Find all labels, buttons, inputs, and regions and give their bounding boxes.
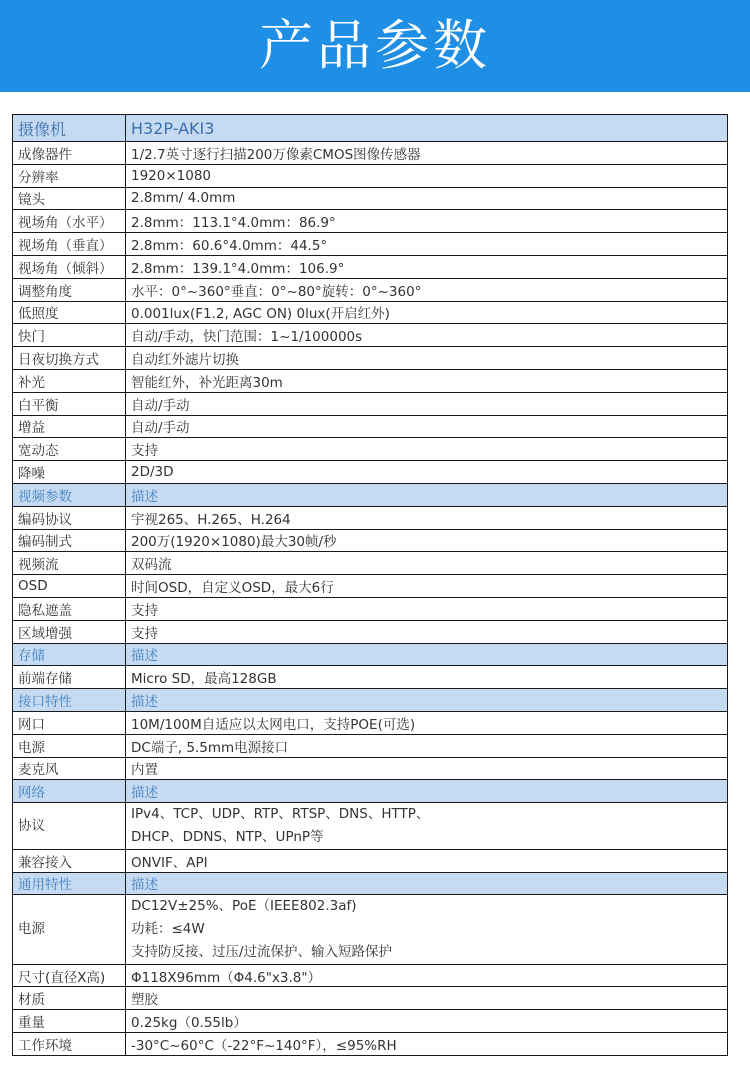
row-label: 白平衡: [13, 392, 126, 415]
section-header-general: [13, 872, 728, 895]
row-label: 宽动态: [13, 438, 126, 461]
spec-row: [13, 347, 728, 370]
row-label: 成像器件: [13, 142, 126, 165]
spec-row: [13, 415, 728, 438]
row-value: -30°C~60°C（-22°F~140°F），≤95%RH: [126, 1033, 728, 1056]
section-header-video: [13, 483, 728, 506]
spec-row: [13, 324, 728, 347]
row-value-line: IPv4、TCP、UDP、RTP、RTSP、DNS、HTTP、: [131, 806, 430, 823]
row-label: 前端存储: [13, 666, 126, 689]
section-header-network: [13, 780, 728, 803]
table-header-row: [13, 115, 728, 142]
row-label: 兼容接入: [13, 849, 126, 872]
header-label: 摄像机: [13, 115, 126, 142]
spec-row: [13, 369, 728, 392]
row-value-line: DHCP、DDNS、NTP、UPnP等: [131, 828, 324, 845]
page-title: 产品参数: [259, 14, 491, 77]
spec-row: [13, 552, 728, 575]
row-value-line: DC12V±25%、PoE（IEEE802.3af): [131, 898, 357, 915]
row-value: 自动红外滤片切换: [126, 347, 728, 370]
row-label: 视场角（垂直）: [13, 233, 126, 256]
row-value: 水平：0°~360°垂直：0°~80°旋转：0°~360°: [126, 278, 728, 301]
row-value: Φ118X96mm（Φ4.6"x3.8"）: [126, 964, 728, 987]
row-value: 内置: [126, 757, 728, 780]
row-value: ONVIF、API: [126, 849, 728, 872]
spec-row: [13, 438, 728, 461]
row-label: 存储: [13, 643, 126, 666]
row-value: 描述: [126, 872, 728, 895]
spec-row: [13, 301, 728, 324]
spec-table: [12, 114, 728, 1056]
row-value: 0.001lux(F1.2, AGC ON) 0lux(开启红外): [126, 301, 728, 324]
row-label: 编码制式: [13, 529, 126, 552]
row-label: 视场角（倾斜）: [13, 255, 126, 278]
row-label: 网口: [13, 711, 126, 734]
row-value: 2D/3D: [126, 461, 728, 484]
row-label: 增益: [13, 415, 126, 438]
row-label: 编码协议: [13, 506, 126, 529]
row-value: 描述: [126, 780, 728, 803]
row-label: 日夜切换方式: [13, 347, 126, 370]
spec-row: [13, 278, 728, 301]
row-value: 支持: [126, 597, 728, 620]
row-value: 双码流: [126, 552, 728, 575]
row-label: 区域增强: [13, 620, 126, 643]
row-value: Micro SD，最高128GB: [126, 666, 728, 689]
row-value: 时间OSD，自定义OSD，最大6行: [126, 575, 728, 598]
spec-row: [13, 233, 728, 256]
spec-row-protocol: [13, 803, 728, 850]
row-label: 通用特性: [13, 872, 126, 895]
row-label: 低照度: [13, 301, 126, 324]
row-label: 麦克风: [13, 757, 126, 780]
row-value: 塑胶: [126, 987, 728, 1010]
row-label: 分辨率: [13, 164, 126, 187]
row-value-line: 功耗：≤4W: [131, 921, 205, 938]
row-value: 描述: [126, 643, 728, 666]
spec-row: [13, 987, 728, 1010]
spec-row-power: [13, 895, 728, 964]
row-label: [13, 803, 126, 850]
row-value: 自动/手动，快门范围：1~1/100000s: [126, 324, 728, 347]
row-label: 接口特性: [13, 689, 126, 712]
spec-row: [13, 529, 728, 552]
spec-row: [13, 392, 728, 415]
row-value: 支持: [126, 438, 728, 461]
row-value: 自动/手动: [126, 392, 728, 415]
row-value: 0.25kg（0.55lb）: [126, 1010, 728, 1033]
row-label: 重量: [13, 1010, 126, 1033]
row-value: 200万(1920×1080)最大30帧/秒: [126, 529, 728, 552]
row-label: 电源: [13, 734, 126, 757]
spec-row: [13, 255, 728, 278]
row-label: 补光: [13, 369, 126, 392]
row-label: 快门: [13, 324, 126, 347]
row-value: [126, 803, 728, 850]
spec-row: [13, 666, 728, 689]
row-value: 2.8mm/ 4.0mm: [126, 187, 728, 210]
spec-row: [13, 461, 728, 484]
row-value: 支持: [126, 620, 728, 643]
row-value: 描述: [126, 483, 728, 506]
section-header-storage: [13, 643, 728, 666]
row-label: 视频参数: [13, 483, 126, 506]
row-value: DC端子, 5.5mm电源接口: [126, 734, 728, 757]
row-label: 隐私遮盖: [13, 597, 126, 620]
spec-row: [13, 210, 728, 233]
row-value: 自动/手动: [126, 415, 728, 438]
row-value: 2.8mm：60.6°4.0mm：44.5°: [126, 233, 728, 256]
spec-row: [13, 164, 728, 187]
row-value: [126, 895, 728, 964]
spec-row: [13, 1033, 728, 1056]
row-value: 2.8mm：113.1°4.0mm：86.9°: [126, 210, 728, 233]
spec-row: [13, 757, 728, 780]
spec-row: [13, 964, 728, 987]
row-value-line: 支持防反接、过压/过流保护、输入短路保护: [131, 943, 393, 960]
row-label: 视频流: [13, 552, 126, 575]
spec-row: [13, 187, 728, 210]
spec-row: [13, 1010, 728, 1033]
row-label: 视场角（水平）: [13, 210, 126, 233]
row-value: 10M/100M自适应以太网电口，支持POE(可选): [126, 711, 728, 734]
row-label: 工作环境: [13, 1033, 126, 1056]
row-label: OSD: [13, 575, 126, 598]
spec-row: [13, 506, 728, 529]
row-value: 宇视265、H.265、H.264: [126, 506, 728, 529]
spec-row: [13, 849, 728, 872]
row-label: 镜头: [13, 187, 126, 210]
row-label: 尺寸(直径X高): [13, 964, 126, 987]
spec-row: [13, 620, 728, 643]
section-header-interface: [13, 689, 728, 712]
row-value: 描述: [126, 689, 728, 712]
row-value: 1920×1080: [126, 164, 728, 187]
header-model: H32P-AKI3: [126, 115, 728, 142]
spec-row: [13, 734, 728, 757]
row-label-text: 电源: [18, 921, 45, 938]
row-label: 调整角度: [13, 278, 126, 301]
spec-row: [13, 575, 728, 598]
spec-row: [13, 142, 728, 165]
title-banner: [0, 0, 750, 92]
spec-row: [13, 711, 728, 734]
row-label: [13, 895, 126, 964]
spec-row: [13, 597, 728, 620]
row-value: 1/2.7英寸逐行扫描200万像素CMOS图像传感器: [126, 142, 728, 165]
row-value: 智能红外，补光距离30m: [126, 369, 728, 392]
row-label: 网络: [13, 780, 126, 803]
row-label-text: 协议: [18, 817, 45, 834]
row-label: 材质: [13, 987, 126, 1010]
row-value: 2.8mm：139.1°4.0mm：106.9°: [126, 255, 728, 278]
row-label: 降噪: [13, 461, 126, 484]
